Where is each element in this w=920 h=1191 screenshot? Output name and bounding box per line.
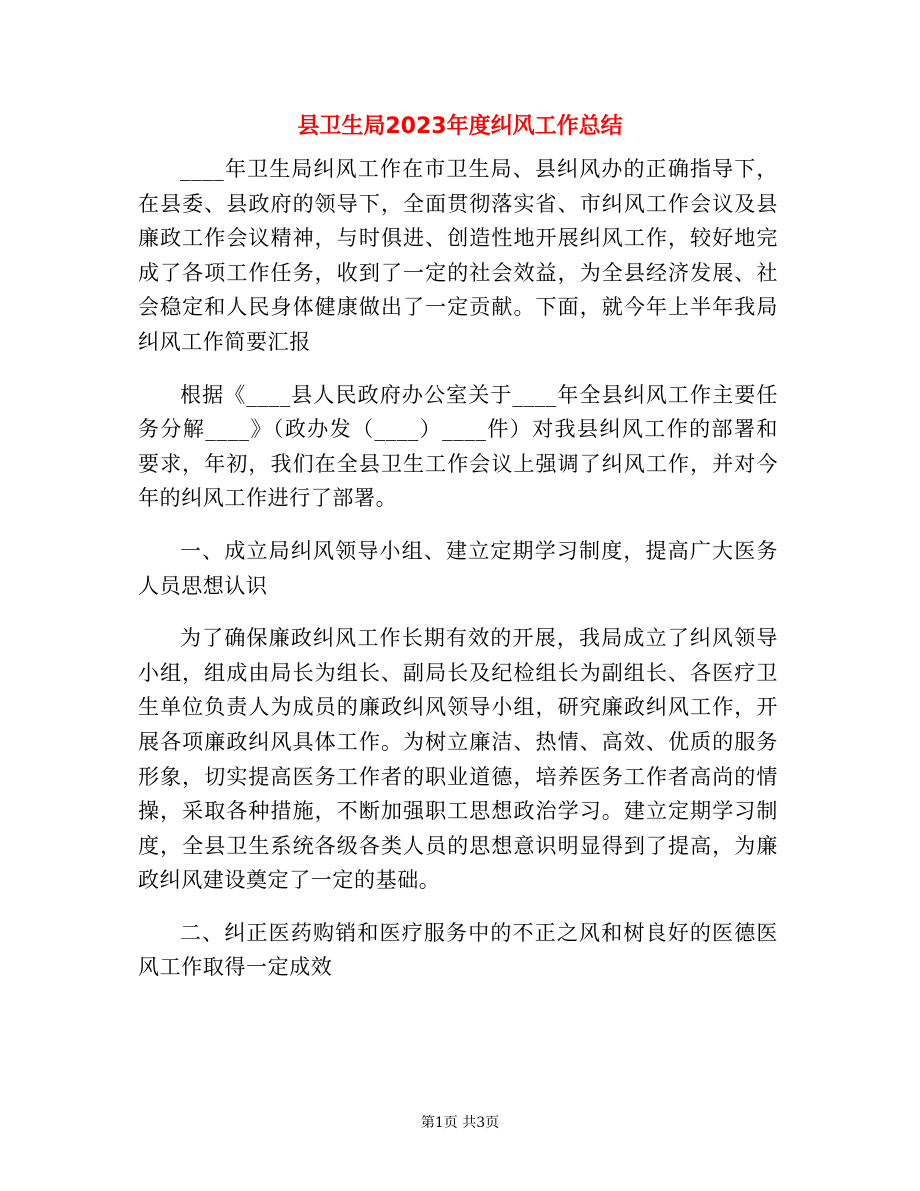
paragraph-basis: 根据《____县人民政府办公室关于____年全县纠风工作主要任务分解____》（政办发（____）____件）对我县纠风工作的部署和要求，年初，我们在全县卫生工作会议上强调了纠风工作，并对今年的纠风工作进行了部署。 — [138, 382, 778, 511]
page-number: 第1页 共3页 — [420, 1115, 500, 1131]
paragraph-section-1: 为了确保廉政纠风工作长期有效的开展，我局成立了纠风领导小组，组成由局长为组长、副局长及纪检组长为副组长、各医疗卫生单位负责人为成员的廉政纠风领导小组，研究廉政纠风工作，开展各项廉政纠风具体工作。为树立廉洁、热情、高效、优质的服务形象，切实提高医务工作者的职业道德，培养医务工作者高尚的情操，采取各种措施，不断加强职工思想政治学习。建立定期学习制度，全县卫生系统各级各类人员的思想意识明显得到了提高，为廉政纠风建设奠定了一定的基础。 — [138, 626, 778, 893]
paragraph-intro: ____年卫生局纠风工作在市卫生局、县纠风办的正确指导下，在县委、县政府的领导下，全面贯彻落实省、市纠风工作会议及县廉政工作会议精神，与时俱进、创造性地开展纠风工作，较好地完成了各项工作任务，收到了一定的社会效益，为全县经济发展、社会稳定和人民身体健康做出了一定贡献。下面，就今年上半年我局纠风工作简要汇报 — [138, 157, 778, 354]
document-title: 县卫生局2023年度纠风工作总结 — [297, 114, 623, 139]
section-heading-1: 一、成立局纠风领导小组、建立定期学习制度，提高广大医务人员思想认识 — [138, 538, 778, 598]
section-heading-2: 二、纠正医药购销和医疗服务中的不正之风和树良好的医德医风工作取得一定成效 — [138, 920, 778, 980]
document-body — [138, 152, 778, 985]
